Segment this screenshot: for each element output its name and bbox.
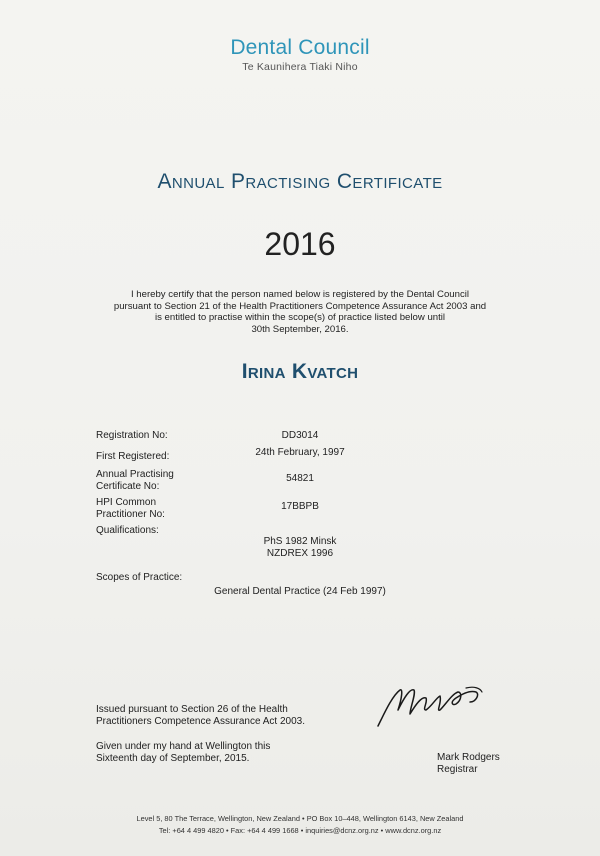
given-line: Given under my hand at Wellington this (96, 741, 271, 752)
qualification-item: PhS 1982 Minsk (263, 536, 337, 547)
signer-block (437, 752, 500, 775)
organization-maori-name: Te Kaunihera Tiaki Niho (242, 61, 358, 73)
given-statement (96, 741, 356, 764)
qualifications-label: Qualifications: (96, 525, 159, 536)
hpi-label-line: Practitioner No: (96, 508, 165, 520)
hpi-number-value: 17BBPB (281, 501, 319, 512)
qualification-item: NZDREX 1996 (266, 547, 334, 559)
statement-line: I hereby certify that the person named below is registered by the Dental Council (130, 289, 470, 300)
certificate-title: Annual Practising Certificate (157, 170, 443, 193)
apc-label-line: Certificate No: (96, 480, 160, 492)
certification-statement (90, 289, 510, 335)
statement-line: 30th September, 2016. (251, 323, 349, 335)
holder-name: Irina Kvatch (241, 360, 359, 383)
signer-name: Mark Rodgers (437, 752, 500, 763)
signer-title: Registrar (437, 763, 478, 775)
footer-contact: Tel: +64 4 499 4820 • Fax: +64 4 499 1668 • inquiries@dcnz.org.nz • www.dcnz.org.nz (158, 826, 442, 835)
registration-no-value: DD3014 (281, 430, 319, 441)
issued-line: Practitioners Competence Assurance Act 2003. (96, 715, 306, 727)
qualifications-list (200, 536, 400, 559)
footer-address: Level 5, 80 The Terrace, Wellington, New Zealand • PO Box 10–448, Wellington 6143, New Zealand (136, 814, 464, 823)
apc-number-value: 54821 (286, 473, 314, 484)
given-line: Sixteenth day of September, 2015. (96, 752, 250, 764)
certificate-year: 2016 (264, 226, 336, 262)
issued-line: Issued pursuant to Section 26 of the Health (96, 704, 288, 715)
hpi-number-label (96, 497, 165, 520)
issued-statement (96, 704, 356, 727)
scope-item: General Dental Practice (24 Feb 1997) (214, 586, 386, 597)
organization-name: Dental Council (230, 36, 370, 59)
registrar-signature (370, 676, 490, 736)
scopes-label: Scopes of Practice: (96, 572, 183, 583)
apc-label-line: Annual Practising (96, 469, 174, 480)
apc-number-label (96, 469, 174, 492)
statement-line: pursuant to Section 21 of the Health Practitioners Competence Assurance Act 2003 and (113, 300, 487, 312)
first-registered-value: 24th February, 1997 (255, 447, 345, 458)
first-registered-label: First Registered: (96, 451, 170, 462)
registration-no-label: Registration No: (96, 430, 168, 441)
hpi-label-line: HPI Common (96, 497, 157, 508)
statement-line: is entitled to practise within the scope(s) of practice listed below until (154, 312, 446, 323)
